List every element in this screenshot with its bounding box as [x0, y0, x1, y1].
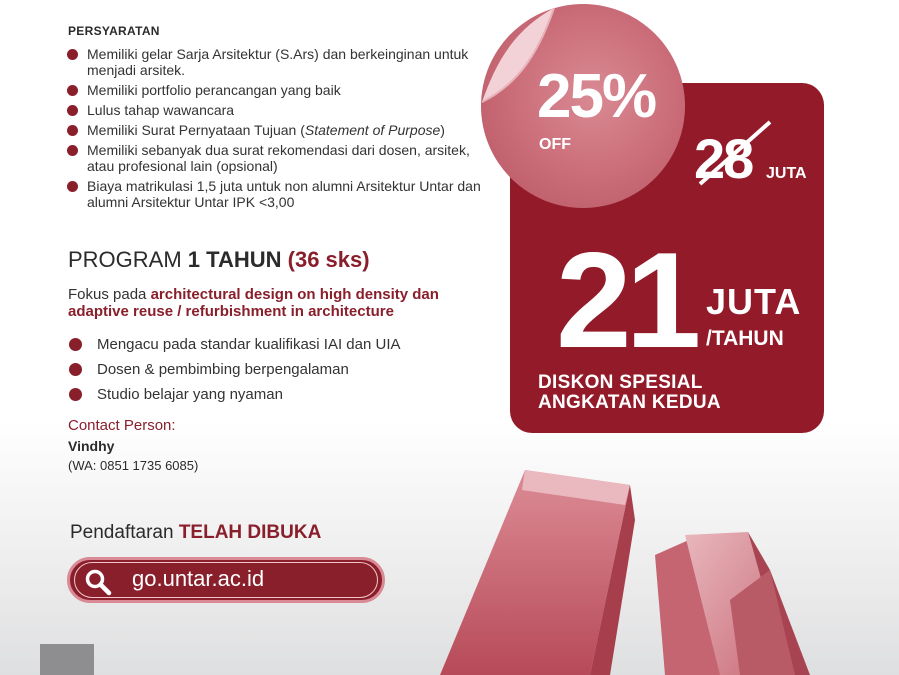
buildings-illustration — [430, 460, 899, 675]
requirement-item: Biaya matrikulasi 1,5 juta untuk non alumni Arsitektur Untar dan alumni Arsitektur Untar IPK <3,00 — [66, 178, 486, 210]
new-price: 21 — [556, 224, 696, 376]
feature-item: Dosen & pembimbing berpengalaman — [68, 361, 401, 378]
old-price-unit: JUTA — [766, 165, 807, 182]
promo-text — [538, 373, 721, 413]
contact-whatsapp[interactable]: (WA: 0851 1735 6085) — [68, 458, 199, 473]
program-sks: (36 sks) — [287, 247, 370, 272]
registration-status: TELAH DIBUKA — [178, 522, 322, 543]
program-duration: 1 TAHUN — [187, 247, 282, 272]
requirement-item: Memiliki gelar Sarja Arsitektur (S.Ars) dan berkeinginan untuk menjadi arsitek. — [66, 46, 486, 78]
contact-name: Vindhy — [68, 438, 115, 454]
feature-item: Studio belajar yang nyaman — [68, 386, 401, 403]
search-icon — [84, 568, 112, 601]
registration-text — [70, 522, 321, 544]
url-link[interactable]: go.untar.ac.id — [132, 566, 265, 591]
contact-label: Contact Person: — [68, 417, 176, 434]
features-list — [68, 336, 401, 411]
discount-percent: 25% — [537, 62, 656, 131]
requirements-list — [66, 46, 486, 214]
requirement-item: Memiliki sebanyak dua surat rekomendasi dari dosen, arsitek, atau profesional lain (opsional) — [66, 142, 486, 174]
registration-prefix: Pendaftaran — [70, 522, 179, 543]
requirement-italic: Statement of Purpose — [304, 122, 441, 138]
requirement-item: Memiliki portfolio perancangan yang baik — [66, 82, 486, 98]
focus-prefix: Fokus pada — [68, 286, 151, 303]
focus-highlight: architectural design on high density dan adaptive reuse / refurbishment in architecture — [68, 286, 439, 320]
feature-item: Mengacu pada standar kualifikasi IAI dan UIA — [68, 336, 401, 353]
new-price-unit: JUTA — [706, 281, 802, 322]
promo-line-1: DISKON SPESIAL — [538, 372, 703, 393]
url-search-bar[interactable] — [67, 557, 385, 603]
requirement-item: Lulus tahap wawancara — [66, 102, 486, 118]
requirements-title: PERSYARATAN — [68, 24, 160, 38]
price-period: /TAHUN — [706, 327, 784, 350]
promo-line-2: ANGKATAN KEDUA — [538, 392, 721, 413]
discount-off-label: OFF — [539, 136, 571, 153]
program-heading — [68, 247, 370, 273]
requirement-item: Memiliki Surat Pernyataan Tujuan (Statement of Purpose) — [66, 122, 486, 138]
decorative-block — [40, 644, 94, 675]
program-prefix: PROGRAM — [68, 247, 188, 272]
old-price: 28 — [694, 127, 753, 190]
program-focus — [68, 286, 498, 320]
